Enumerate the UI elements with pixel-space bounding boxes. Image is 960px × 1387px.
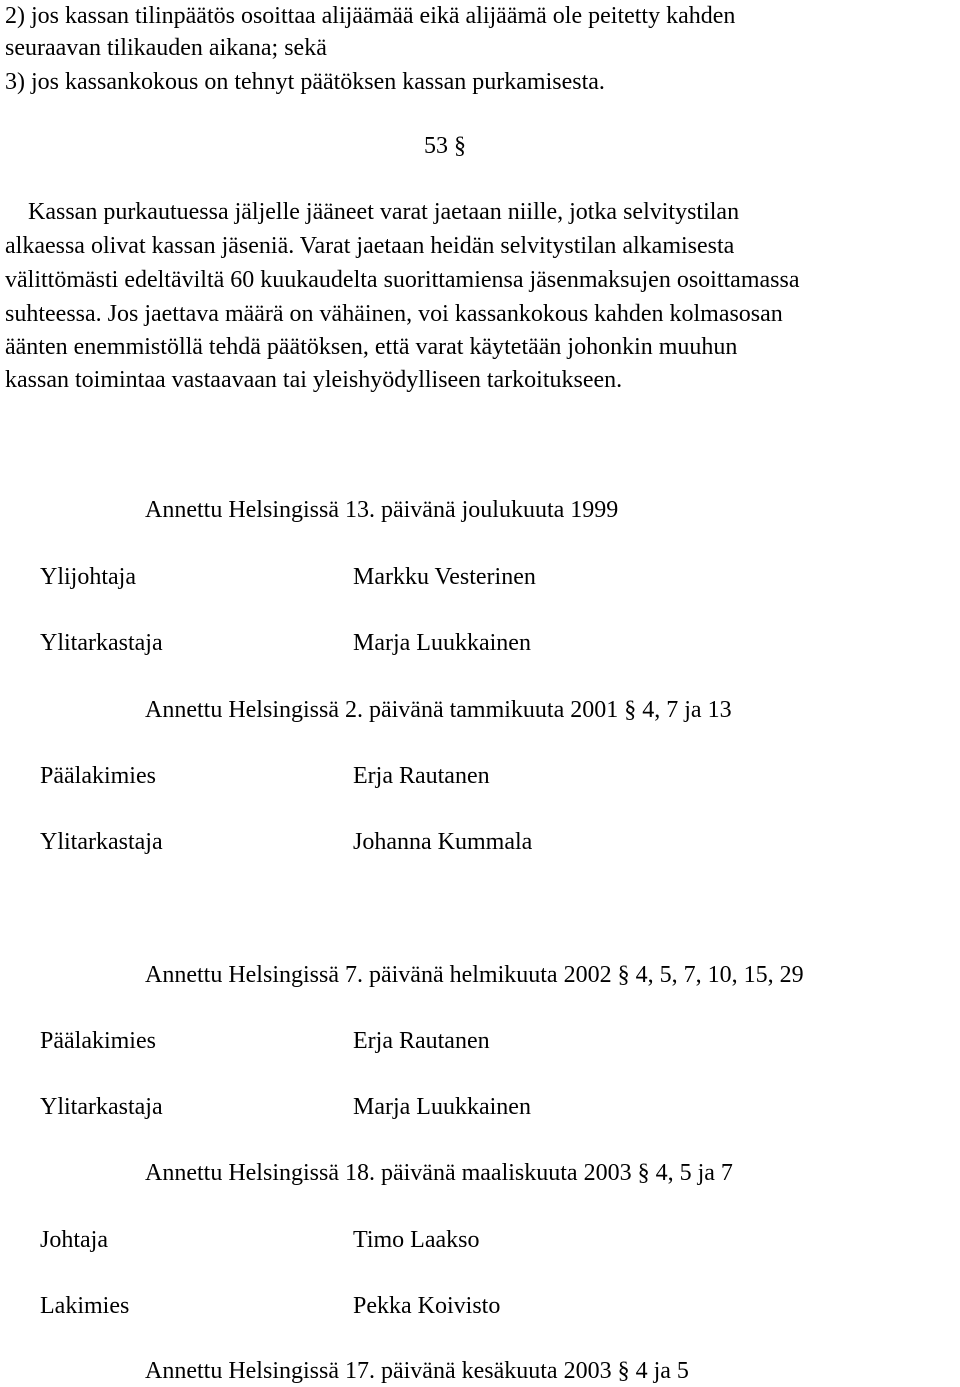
paragraph-line: välittömästi edeltäviltä 60 kuukaudelta suorittamiensa jäsenmaksujen osoittamassa [5,267,800,293]
signer-name: Pekka Koivisto [353,1293,501,1319]
signer-title: Päälakimies [40,763,156,789]
signer-name: Erja Rautanen [353,1028,490,1054]
paragraph-line: suhteessa. Jos jaettava määrä on vähäinen, voi kassankokous kahden kolmasosan [5,301,783,327]
date-line: Annettu Helsingissä 13. päivänä joulukuuta 1999 [145,497,619,523]
signer-name: Marja Luukkainen [353,1094,531,1120]
signer-title: Lakimies [40,1293,130,1319]
paragraph-line: Kassan purkautuessa jäljelle jääneet varat jaetaan niille, jotka selvitystilan [28,199,740,225]
paragraph-line: kassan toimintaa vastaavaan tai yleishyödylliseen tarkoitukseen. [5,367,623,393]
signer-title: Ylitarkastaja [40,829,163,855]
date-line: Annettu Helsingissä 7. päivänä helmikuuta 2002 § 4, 5, 7, 10, 15, 29 [145,962,804,988]
section-heading: 53 § [424,133,466,159]
signer-title: Päälakimies [40,1028,156,1054]
signer-name: Markku Vesterinen [353,564,536,590]
signer-name: Timo Laakso [353,1227,480,1253]
date-line: Annettu Helsingissä 18. päivänä maaliskuuta 2003 § 4, 5 ja 7 [145,1160,733,1186]
paragraph-line: äänten enemmistöllä tehdä päätöksen, että varat käytetään johonkin muuhun [5,334,738,360]
signer-name: Johanna Kummala [353,829,533,855]
date-line: Annettu Helsingissä 2. päivänä tammikuuta 2001 § 4, 7 ja 13 [145,697,732,723]
list-item-3: 3) jos kassankokous on tehnyt päätöksen kassan purkamisesta. [5,69,605,95]
signer-title: Ylijohtaja [40,564,136,590]
list-item-2-line-1: 2) jos kassan tilinpäätös osoittaa alijäämää eikä alijäämä ole peitetty kahden [5,3,736,29]
paragraph-line: alkaessa olivat kassan jäseniä. Varat jaetaan heidän selvitystilan alkamisesta [5,233,735,259]
signer-title: Johtaja [40,1227,108,1253]
signer-title: Ylitarkastaja [40,1094,163,1120]
signer-name: Marja Luukkainen [353,630,531,656]
signer-title: Ylitarkastaja [40,630,163,656]
list-item-2-line-2: seuraavan tilikauden aikana; sekä [5,35,327,61]
signer-name: Erja Rautanen [353,763,490,789]
date-line: Annettu Helsingissä 17. päivänä kesäkuuta 2003 § 4 ja 5 [145,1358,689,1384]
